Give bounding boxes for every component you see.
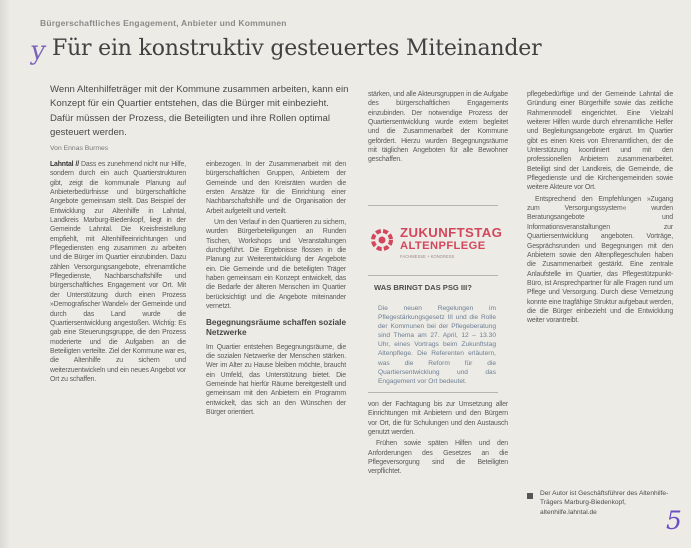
article-lead: Wenn Altenhilfeträger mit der Kommune zusammen arbeiten, kann ein Konzept für ein Quartier entstehen, das die Bürger mit einbezieht. Dafür müssen der Prozess, die Beteiligten und ihre Rollen optimal gesteuert werden. <box>50 84 349 139</box>
sidebar-bottom-rule <box>368 392 498 393</box>
column-2-subheading: Begegnungsräume schaffen soziale Netzwerke <box>206 317 346 337</box>
column-4-paragraph-2: Entsprechend den Empfehlungen »Zugang zum Versorgungssystem« wurden Beratungsangebote und Informationsveranstaltungen zur Quartiersentwicklung angeboten. Vorträge, Gesprächsrunden und Begegnungen mit den Anbietern sowie den Altenpflegeschulen haben die Zusammenarbeit gestärkt. Eine zentrale Anlaufstelle im Quartier, das Pflegestützpunkt-Büro, ist Ansprechpartner für alle Fragen rund um Pflege und Versorgung. Durch diese Vernetzung konnte eine tragfähige Struktur aufgebaut werden, die die Bürger einbezieht und die Entwicklung weiter vorantreibt. <box>527 195 673 325</box>
sidebar-heading: WAS BRINGT DAS PSG III? <box>374 283 472 292</box>
column-2-paragraph-2: Um den Verlauf in den Quartieren zu sichern, wurden Bürgerbeteiligungen an Runden Tischen, Workshops und Veranstaltungen durchgeführt. Die Ergebnisse flossen in die Planung zur Weiterentwicklung der Angebote ein. Die Gemeinde und die beteiligten Träger haben gemeinsam ein Konzept entwickelt, das die Bedarfe der älteren Menschen im Quartier berücksichtigt und die Angebote miteinander vernetzt. <box>206 219 346 311</box>
page-edge-shadow <box>0 0 10 548</box>
column-4-paragraph-1: pflegebedürftige und der Gemeinde Lahntal die Gründung einer Bürgerhilfe sowie das zeitliche Rahmenmodell eingerichtet. Eine Vielzahl weiterer Hilfen wurde durch ehrenamtliche Helfer und Begleitungsangebote ergänzt. Im Quartier gibt es einen Kreis von Ehrenamtlichen, der die Unterstützung koordiniert und mit den professionellen Anbietern zusammenarbeitet. Beteiligt sind der Landkreis, die Gemeinde, die Pflegedienste und die Kirchengemeinden sowie weitere Akteure vor Ort. <box>527 91 673 192</box>
logo-subtitle: ALTENPFLEGE <box>400 240 486 252</box>
column-3-paragraph-1: stärken, und alle Akteursgruppen in die Aufgabe des bürgerschaftlichen Engagements einzubinden. Der notwendige Prozess der Quartiersentwicklung wurde extern begleitet und die Zusammenarbeit der Kommune gefördert. Hierzu wurden Begegnungsräume mit täglichen Angeboten für alle Bewohner geschaffen. <box>368 91 508 164</box>
column-3-paragraph-2: von der Fachtagung bis zur Umsetzung aller Einrichtungen mit Anbietern und den Bürgern vor Ort, die für Schulungen und den Austausch genutzt werden. <box>368 401 508 437</box>
column-3-paragraph-3: Frühen sowie späten Hilfen und den Anforderungen des Gesetzes an die Pflegeversorgung sind die Beteiligten verpflichtet. <box>368 440 508 476</box>
logo-title: ZUKUNFTSTAG <box>400 225 503 240</box>
article-column-1 <box>50 160 186 548</box>
sidebar-body: Die neuen Regelungen im Pflegestärkungsgesetz III und die Rolle der Kommunen bei der Pflegeberatung sind Thema am 27. April, 12 – 13.30 Uhr, eines Vortrags beim Zukunftstag Altenpflege. Die Referenten erläutern, was die Reform für die Quartiersentwicklung und das Engagement vor Ort bedeutet. <box>378 305 496 385</box>
article-column-3-continued <box>368 400 508 548</box>
page-number: 5 <box>666 506 682 535</box>
article-kicker: Bürgerschaftliches Engagement, Anbieter und Kommunen <box>40 18 287 28</box>
author-note-bullet <box>527 493 533 499</box>
author-note: Der Autor ist Geschäftsführer des Altenhilfe-Trägers Marburg-Biedenkopf, altenhilfe.lahntal.de <box>540 490 669 516</box>
dateline: Lahntal // <box>50 161 80 168</box>
zukunftstag-logo <box>368 222 503 264</box>
article-column-2 <box>206 160 346 548</box>
logo-tagline: FACHMESSE + KONGRESS <box>400 254 455 259</box>
column-2-paragraph-3: Im Quartier entstehen Begegnungsräume, die die sozialen Netzwerke der Menschen stärken. Wer im Alter zu Hause bleiben möchte, braucht ein Umfeld, das Unterstützung bietet. Die Gemeinde hat hierfür Räume bereitgestellt und gemeinsam mit den Anbietern ein Programm entwickelt, das sich an den Wünschen der Bürger orientiert. <box>206 343 346 416</box>
column-1-text: Dass es zunehmend nicht nur Hilfe, sondern durch ein auch Quartierstrukturen gibt, zeigt die kommunale Planung auf Anbieterbedürfnisse und bürgerschaftliche Angebote gemeinsam stellt. Das Beispiel der Entwicklung zur Altenhilfe in Lahntal, Landkreis Marburg-Biedenkopf, liegt in der Gemeinde Lahntal. Die Kreisfreistellung empfiehlt, mit Altenhilfeeinrichtungen und Pflegediensten eng zusammen zu arbeiten und die Bürger im Quartier einzubinden. Dazu zählen Versorgungsangebote, ehrenamtliche Pflegedienste, Nachbarschaftshilfe und bürgerschaftliches Engagement vor Ort. Mit der Unterstützung durch einen Prozess »Demografischer Wandel« der Gemeinde und durch das Land wurde die Quartiersentwicklung angestoßen. Wichtig: Es gab eine Steuerungsgruppe, die den Prozess moderierte und die Aufgaben an die Beteiligten verteilte. Ziel der Kommune war es, die Altenhilfe zu sichern und weiterzuentwickeln und ein neues Angebot vor Ort zu schaffen. <box>50 161 186 383</box>
article-headline: Für ein konstruktiv gesteuertes Miteinander <box>52 36 542 61</box>
sidebar-mid-rule <box>368 275 498 276</box>
handwritten-mark: y <box>28 36 48 66</box>
logo-ring-icon <box>368 226 396 254</box>
article-column-4 <box>527 90 673 482</box>
sidebar-top-rule <box>368 205 498 206</box>
article-column-3 <box>368 90 508 166</box>
column-2-paragraph-1: einbezogen. In der Zusammenarbeit mit den bürgerschaftlichen Gruppen, Anbietern der Gemeinde und den Kreisräten wurden die ersten Ansätze für die Einrichtung einer Nachbarschaftshilfe und die Organisation der Arbeit aufgeteilt und verteilt. <box>206 161 346 215</box>
article-author: Von Ennas Burmes <box>50 145 109 152</box>
